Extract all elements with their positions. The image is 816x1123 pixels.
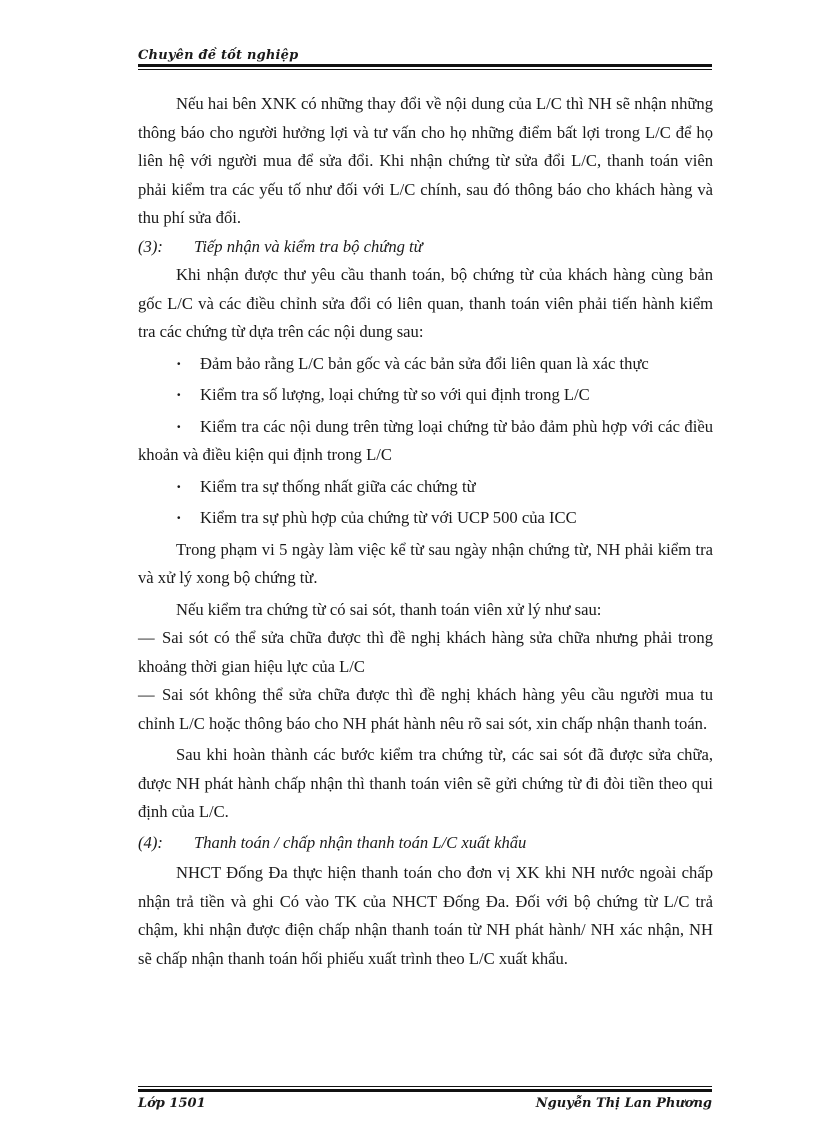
paragraph-document-check: Khi nhận được thư yêu cầu thanh toán, bộ chứng từ của khách hàng cùng bản gốc L/C và các điều chỉnh sửa đổi có liên quan, thanh toán viên phải tiến hành kiểm tra các chứng từ dựa trên các nội dung sau: <box>138 265 713 341</box>
section-number: (4): <box>138 832 163 852</box>
footer-author: Nguyễn Thị Lan Phương <box>535 1096 712 1111</box>
bullet-marker: · <box>176 416 182 436</box>
footer-rule <box>138 1086 712 1092</box>
bullet-item: · Kiểm tra số lượng, loại chứng từ so với qui định trong L/C <box>138 381 713 410</box>
bullet-marker: · <box>176 476 182 496</box>
document-body <box>138 90 713 973</box>
bullet-item: · Đảm bảo rằng L/C bản gốc và các bản sửa đổi liên quan là xác thực <box>138 350 713 379</box>
dash-marker: — <box>138 685 155 704</box>
dash-item: — Sai sót không thể sửa chữa được thì đề nghị khách hàng yêu cầu người mua tu chỉnh L/C hoặc thông báo cho NH phát hành nêu rõ sai sót, xin chấp nhận thanh toán. <box>138 681 713 738</box>
section-heading-3 <box>138 233 713 262</box>
paragraph-time-limit: Trong phạm vi 5 ngày làm việc kể từ sau ngày nhận chứng từ, NH phải kiểm tra và xử lý xong bộ chứng từ. <box>138 539 713 587</box>
paragraph-send-documents: Sau khi hoàn thành các bước kiểm tra chứng từ, các sai sót đã được sửa chữa, được NH phát hành chấp nhận thì thanh toán viên sẽ gửi chứng từ đi đòi tiền theo qui định của L/C. <box>138 745 713 821</box>
bullet-marker: · <box>176 508 182 527</box>
bullet-item: · Kiểm tra sự phù hợp của chứng từ với UCP 500 của ICC <box>138 504 713 533</box>
paragraph-amendments: Nếu hai bên XNK có những thay đổi về nội dung của L/C thì NH sẽ nhận những thông báo cho người hưởng lợi và tư vấn cho họ những điểm bất lợi trong L/C để họ liên hệ với người mua để sửa đổi. Khi nhận chứng từ sửa đổi L/C, thanh toán viên phải kiểm tra các yếu tố như đối với L/C chính, sau đó thông báo cho khách hàng và thu phí sửa đổi. <box>138 94 713 227</box>
paragraph-discrepancies: Nếu kiểm tra chứng từ có sai sót, thanh toán viên xử lý như sau: <box>176 599 602 619</box>
section-title: Tiếp nhận và kiểm tra bộ chứng từ <box>194 236 423 256</box>
bullet-item: · Kiểm tra sự thống nhất giữa các chứng từ <box>138 473 713 502</box>
footer-class: Lớp 1501 <box>138 1096 206 1111</box>
section-heading-4 <box>138 829 713 858</box>
section-number: (3): <box>138 236 163 256</box>
bullet-marker: · <box>176 385 182 404</box>
section-title: Thanh toán / chấp nhận thanh toán L/C xuất khẩu <box>194 832 527 852</box>
bullet-marker: · <box>176 353 182 373</box>
paragraph-payment: NHCT Đống Đa thực hiện thanh toán cho đơn vị XK khi NH nước ngoài chấp nhận trả tiền và ghi Có vào TK của NHCT Đống Đa. Đối với bộ chứng từ L/C trả chậm, khi nhận được điện chấp nhận thanh toán từ NH phát hành/ NH xác nhận, NH sẽ chấp nhận thanh toán hối phiếu xuất trình theo L/C xuất khẩu. <box>138 863 713 968</box>
header-title: Chuyên đề tốt nghiệp <box>138 48 299 63</box>
bullet-item: · Kiểm tra các nội dung trên từng loại chứng từ bảo đảm phù hợp với các điều khoản và điều kiện qui định trong L/C <box>138 413 713 470</box>
dash-item: — Sai sót có thể sửa chữa được thì đề nghị khách hàng sửa chữa nhưng phải trong khoảng thời gian hiệu lực của L/C <box>138 624 713 681</box>
dash-marker: — <box>138 628 155 647</box>
